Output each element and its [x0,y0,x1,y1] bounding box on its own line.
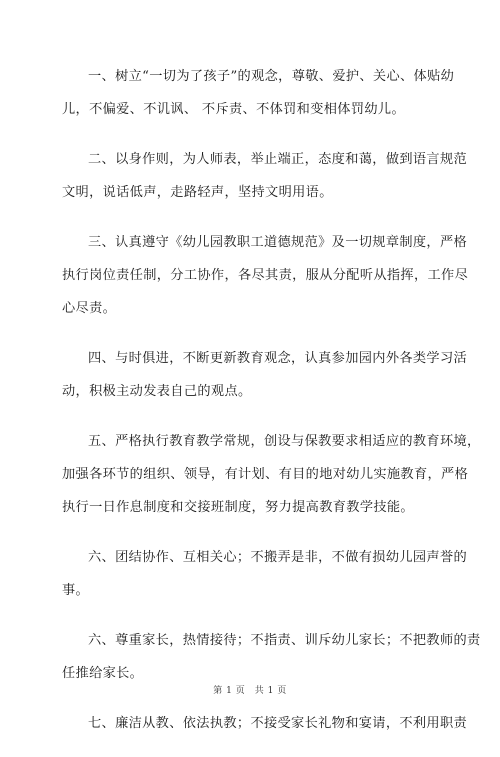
paragraph-3 [62,226,469,325]
paragraph-line: 文明，说话低声，走路轻声，坚持文明用语。 [62,185,333,200]
paragraph-line: 一、树立“一切为了孩子”的观念，尊敬、爱护、关心、体贴幼 [88,69,455,84]
paragraph-line: 儿，不偏爱、不讥讽、 不斥责、不体罚和变相体罚幼儿。 [62,102,405,117]
paragraph-line: 动，积极主动发表自己的观点。 [62,384,252,399]
paragraph-line: 四、与时俱进，不断更新教育观念，认真参加园内外各类学习活 [88,351,468,366]
paragraph-line: 三、认真遵守《幼儿园教职工道德规范》及一切规章制度，严格 [88,235,468,250]
paragraph-line: 六、团结协作、互相关心；不搬弄是非，不做有损幼儿园声誉的 [88,550,468,565]
paragraph-line: 五、严格执行教育教学常规，创设与保教要求相适应的教育环境， [88,434,481,449]
paragraph-6 [62,541,468,607]
paragraph-line: 执行一日作息制度和交接班制度，努力提高教育教学技能。 [62,500,414,515]
document-body [62,60,481,757]
paragraph-line: 心尽责。 [62,301,117,316]
paragraph-line: 二、以身作则，为人师表，举止端正，态度和蔼，做到语言规范 [88,152,468,167]
paragraph-line: 加强各环节的组织、领导，有计划、有目的地对幼儿实施教育，严格 [62,467,469,482]
paragraph-8 [62,707,468,740]
paragraph-1 [62,60,462,126]
paragraph-7 [62,624,481,690]
paragraph-2 [62,143,468,209]
paragraph-line: 执行岗位责任制，分工协作，各尽其责，服从分配听从指挥，工作尽 [62,268,469,283]
paragraph-line: 事。 [62,583,90,598]
paragraph-line: 六、尊重家长，热情接待；不指责、训斥幼儿家长；不把教师的责 [88,633,481,648]
paragraph-4 [62,342,468,408]
page-footer: 第 1 页 共 1 页 [213,686,287,696]
paragraph-line: 任推给家长。 [62,666,144,681]
paragraph-line: 七、廉洁从教、依法执教；不接受家长礼物和宴请，不利用职责 [88,716,468,731]
paragraph-5 [62,425,481,524]
